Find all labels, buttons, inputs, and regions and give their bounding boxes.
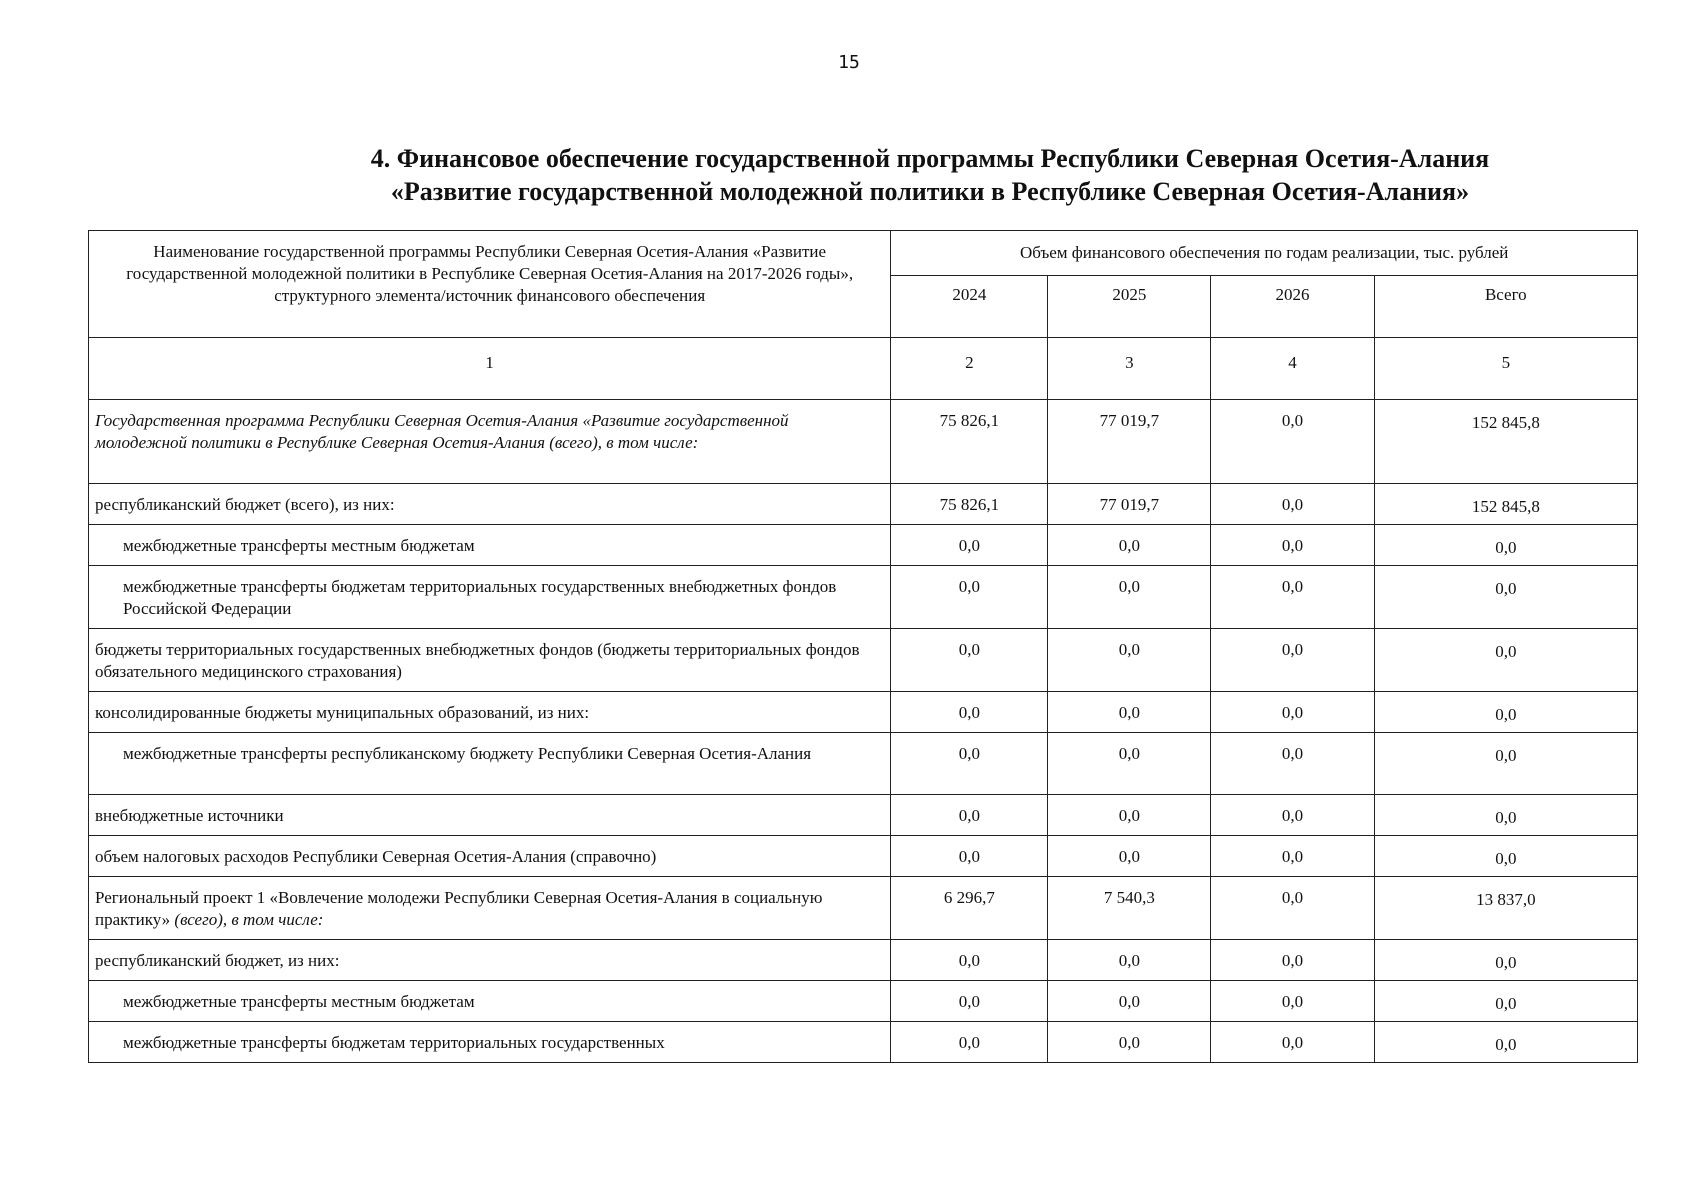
- cell-2025: 77 019,7: [1048, 400, 1211, 484]
- cell-2026: 0,0: [1211, 981, 1374, 1022]
- table-row: [89, 733, 1638, 795]
- table-row: [89, 484, 1638, 525]
- cell-2026: 0,0: [1211, 400, 1374, 484]
- column-number: 2: [891, 338, 1048, 400]
- cell-2025: 0,0: [1048, 940, 1211, 981]
- cell-total: 0,0: [1374, 525, 1637, 566]
- cell-2026: 0,0: [1211, 692, 1374, 733]
- row-name: консолидированные бюджеты муниципальных образований, из них:: [89, 692, 891, 733]
- cell-2025: 77 019,7: [1048, 484, 1211, 525]
- cell-2026: 0,0: [1211, 795, 1374, 836]
- column-number: 4: [1211, 338, 1374, 400]
- row-name: межбюджетные трансферты местным бюджетам: [89, 981, 891, 1022]
- cell-total: 0,0: [1374, 795, 1637, 836]
- cell-total: 0,0: [1374, 1022, 1637, 1063]
- column-number: 1: [89, 338, 891, 400]
- cell-2026: 0,0: [1211, 836, 1374, 877]
- header-total: Всего: [1374, 276, 1637, 338]
- cell-2024: 0,0: [891, 525, 1048, 566]
- cell-2025: 0,0: [1048, 981, 1211, 1022]
- cell-2026: 0,0: [1211, 1022, 1374, 1063]
- cell-2024: 0,0: [891, 795, 1048, 836]
- cell-total: 152 845,8: [1374, 400, 1637, 484]
- row-name: [89, 877, 891, 940]
- cell-total: 0,0: [1374, 692, 1637, 733]
- cell-2024: 6 296,7: [891, 877, 1048, 940]
- table-row: [89, 400, 1638, 484]
- row-name: республиканский бюджет (всего), из них:: [89, 484, 891, 525]
- table-row: [89, 836, 1638, 877]
- document-title: [260, 142, 1600, 208]
- table-row: [89, 877, 1638, 940]
- cell-total: 0,0: [1374, 981, 1637, 1022]
- cell-2025: 0,0: [1048, 1022, 1211, 1063]
- cell-2024: 75 826,1: [891, 484, 1048, 525]
- cell-2025: 0,0: [1048, 692, 1211, 733]
- header-year-2024: 2024: [891, 276, 1048, 338]
- cell-2026: 0,0: [1211, 525, 1374, 566]
- cell-2024: 75 826,1: [891, 400, 1048, 484]
- cell-2024: 0,0: [891, 733, 1048, 795]
- column-number: 5: [1374, 338, 1637, 400]
- cell-total: 0,0: [1374, 629, 1637, 692]
- column-number: 3: [1048, 338, 1211, 400]
- cell-2026: 0,0: [1211, 733, 1374, 795]
- header-name-column: Наименование государственной программы Республики Северная Осетия-Алания «Развитие государственной молодежной политики в Республике Северная Осетия-Алания на 2017-2026 годы», структурного элемента/источник финансового обеспечения: [89, 231, 891, 338]
- table-row: [89, 981, 1638, 1022]
- header-row-group: [89, 231, 1638, 276]
- cell-2024: 0,0: [891, 981, 1048, 1022]
- table-row: [89, 795, 1638, 836]
- title-line-2: «Развитие государственной молодежной политики в Республике Северная Осетия-Алания»: [390, 177, 1470, 206]
- cell-2024: 0,0: [891, 566, 1048, 629]
- header-year-2025: 2025: [1048, 276, 1211, 338]
- cell-2025: 0,0: [1048, 836, 1211, 877]
- cell-2025: 7 540,3: [1048, 877, 1211, 940]
- header-funding-volume: Объем финансового обеспечения по годам реализации, тыс. рублей: [891, 231, 1638, 276]
- table-row: [89, 940, 1638, 981]
- cell-2026: 0,0: [1211, 629, 1374, 692]
- cell-2024: 0,0: [891, 836, 1048, 877]
- cell-2026: 0,0: [1211, 484, 1374, 525]
- table-row: [89, 692, 1638, 733]
- row-name: межбюджетные трансферты республиканскому бюджету Республики Северная Осетия-Алания: [89, 733, 891, 795]
- cell-2025: 0,0: [1048, 629, 1211, 692]
- row-name: Государственная программа Республики Северная Осетия-Алания «Развитие государственной молодежной политики в Республике Северная Осетия-Алания (всего), в том числе:: [89, 400, 891, 484]
- cell-2024: 0,0: [891, 940, 1048, 981]
- cell-2024: 0,0: [891, 692, 1048, 733]
- cell-2025: 0,0: [1048, 525, 1211, 566]
- cell-2025: 0,0: [1048, 795, 1211, 836]
- row-name: межбюджетные трансферты местным бюджетам: [89, 525, 891, 566]
- cell-2025: 0,0: [1048, 566, 1211, 629]
- cell-2026: 0,0: [1211, 566, 1374, 629]
- table-row: [89, 566, 1638, 629]
- row-name-suffix: (всего), в том числе:: [170, 910, 324, 929]
- table-row: [89, 525, 1638, 566]
- title-line-1: 4. Финансовое обеспечение государственной программы Республики Северная Осетия-Алания: [370, 144, 1490, 173]
- cell-2024: 0,0: [891, 1022, 1048, 1063]
- row-name: межбюджетные трансферты бюджетам территориальных государственных внебюджетных фондов Российской Федерации: [89, 566, 891, 629]
- cell-2026: 0,0: [1211, 940, 1374, 981]
- row-name: объем налоговых расходов Республики Северная Осетия-Алания (справочно): [89, 836, 891, 877]
- cell-total: 152 845,8: [1374, 484, 1637, 525]
- cell-total: 0,0: [1374, 836, 1637, 877]
- financing-table: [88, 230, 1638, 1063]
- column-number-row: [89, 338, 1638, 400]
- table-row: [89, 629, 1638, 692]
- row-name: внебюджетные источники: [89, 795, 891, 836]
- cell-2026: 0,0: [1211, 877, 1374, 940]
- cell-2024: 0,0: [891, 629, 1048, 692]
- row-name-main: Региональный проект 1 «Вовлечение молодежи Республики Северная Осетия-Алания в социальную практику»: [95, 888, 823, 929]
- row-name: межбюджетные трансферты бюджетам территориальных государственных: [89, 1022, 891, 1063]
- cell-2025: 0,0: [1048, 733, 1211, 795]
- cell-total: 13 837,0: [1374, 877, 1637, 940]
- table-row: [89, 1022, 1638, 1063]
- row-name: бюджеты территориальных государственных внебюджетных фондов (бюджеты территориальных фондов обязательного медицинского страхования): [89, 629, 891, 692]
- cell-total: 0,0: [1374, 940, 1637, 981]
- row-name: республиканский бюджет, из них:: [89, 940, 891, 981]
- cell-total: 0,0: [1374, 566, 1637, 629]
- cell-total: 0,0: [1374, 733, 1637, 795]
- page-number: 15: [838, 52, 860, 73]
- header-year-2026: 2026: [1211, 276, 1374, 338]
